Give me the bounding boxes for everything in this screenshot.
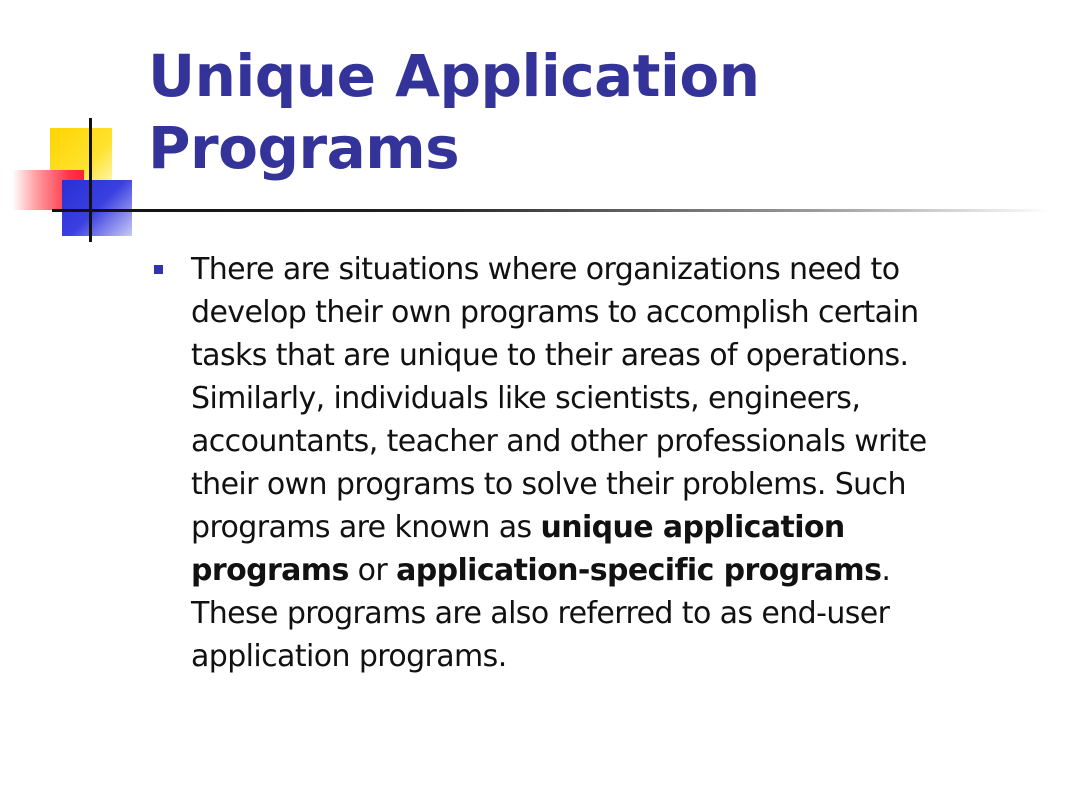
bullet-line-6 (191, 463, 1031, 506)
bullet-line-4 (191, 377, 1031, 420)
text-run: . (881, 553, 891, 588)
text-run: accountants, teacher and other professionals write (191, 424, 927, 459)
text-run: their own programs to solve their problems. Such (191, 467, 906, 502)
bullet-line-1 (191, 248, 1031, 291)
bold-term: programs (191, 553, 349, 588)
bullet-line-5 (191, 420, 1031, 463)
bullet-line-9 (191, 592, 1031, 635)
title-underline (92, 209, 1052, 212)
bullet-line-7 (191, 506, 1031, 549)
bullet-paragraph (191, 248, 1031, 678)
logo-blue-square (62, 180, 132, 236)
logo-vertical-line (89, 118, 92, 242)
bullet-line-2 (191, 291, 1031, 334)
bold-term: application-specific programs (396, 553, 882, 588)
bullet-line-10 (191, 635, 1031, 678)
text-run: develop their own programs to accomplish certain (191, 295, 919, 330)
bold-term: unique application (540, 510, 845, 545)
slide-title (148, 40, 1048, 184)
text-run: programs are known as (191, 510, 541, 545)
text-run: These programs are also referred to as end-user (191, 596, 890, 631)
text-run: Similarly, individuals like scientists, engineers, (191, 381, 861, 416)
text-run: There are situations where organizations need to (191, 252, 900, 287)
title-line-1: Unique Application (148, 42, 760, 110)
text-run: or (348, 553, 397, 588)
text-run: application programs. (191, 639, 507, 674)
bullet-line-3 (191, 334, 1031, 377)
title-line-2: Programs (148, 114, 460, 182)
bullet-line-8 (191, 549, 1031, 592)
square-bullet-icon (154, 265, 163, 274)
text-run: tasks that are unique to their areas of operations. (191, 338, 909, 373)
